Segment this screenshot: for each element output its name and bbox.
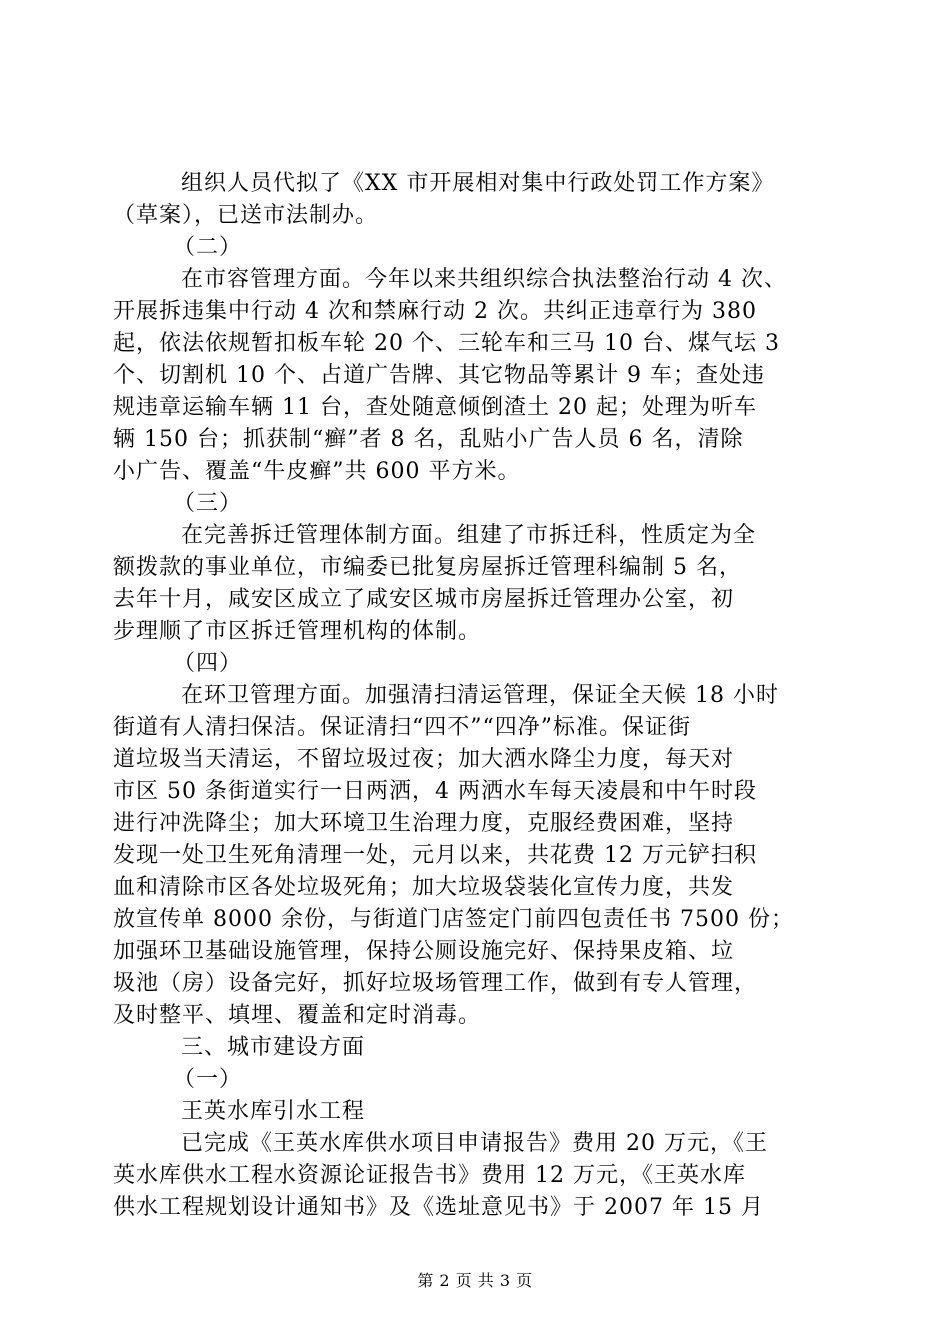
- text-line: （一）: [173, 1067, 243, 1092]
- text-line: 已完成《王英水库供水项目申请报告》费用 20 万元，《王: [181, 1131, 768, 1156]
- text-line: 英水库供水工程水资源论证报告书》费用 12 万元，《王英水库: [113, 1163, 746, 1188]
- text-line: 额拨款的事业单位，市编委已批复房屋拆迁管理科编制 5 名，: [113, 555, 742, 580]
- text-line: （草案），已送市法制办。: [113, 203, 379, 228]
- text-line: 圾池（房）设备完好，抓好垃圾场管理工作，做到有专人管理，: [113, 971, 758, 996]
- text-line: 血和清除市区各处垃圾死角；加大垃圾袋装化宣传力度，共发: [113, 875, 735, 900]
- text-line: 及时整平、填埋、覆盖和定时消毒。: [113, 1003, 482, 1028]
- text-line: 小广告、覆盖“牛皮癣”共 600 平方米。: [113, 459, 521, 484]
- text-line: （三）: [173, 491, 243, 516]
- text-line: （二）: [173, 235, 243, 260]
- text-line: 起，依法依规暂扣板车轮 20 个、三轮车和三马 10 台、煤气坛 3: [113, 331, 780, 356]
- text-line: 去年十月，咸安区成立了咸安区城市房屋拆迁管理办公室，初: [113, 587, 735, 612]
- text-line: 进行冲洗降尘；加大环境卫生治理力度，克服经费困难，坚持: [113, 811, 735, 836]
- text-line: 个、切割机 10 个、占道广告牌、其它物品等累计 9 车；查处违: [113, 363, 765, 388]
- text-line: 步理顺了市区拆迁管理机构的体制。: [113, 619, 482, 644]
- text-line: 在市容管理方面。今年以来共组织综合执法整治行动 4 次、: [181, 267, 787, 292]
- text-line: 发现一处卫生死角清理一处，元月以来，共花费 12 万元铲扫积: [113, 843, 757, 868]
- text-line: 加强环卫基础设施管理，保持公厕设施完好、保持果皮箱、垃: [113, 939, 735, 964]
- text-line: 在完善拆迁管理体制方面。组建了市拆迁科，性质定为全: [181, 523, 757, 548]
- text-line: 开展拆违集中行动 4 次和禁麻行动 2 次。共纠正违章行为 380: [113, 299, 757, 324]
- text-line: 放宣传单 8000 余份，与街道门店签定门前四包责任书 7500 份；: [113, 907, 794, 932]
- text-line: 三、城市建设方面: [181, 1035, 366, 1060]
- text-line: 王英水库引水工程: [181, 1099, 366, 1124]
- text-line: 街道有人清扫保洁。保证清扫“四不”“四净”标准。保证街: [113, 715, 691, 740]
- text-line: （四）: [173, 651, 243, 676]
- page-footer: 第 2 页 共 3 页: [417, 1271, 533, 1290]
- text-line: 规违章运输车辆 11 台，查处随意倾倒渣土 20 起；处理为听车: [113, 395, 757, 420]
- document-body: [113, 168, 833, 1224]
- text-line: 组织人员代拟了《XX 市开展相对集中行政处罚工作方案》: [181, 171, 775, 196]
- text-line: 供水工程规划设计通知书》及《选址意见书》于 2007 年 15 月: [113, 1195, 764, 1220]
- text-line: 道垃圾当天清运，不留垃圾过夜；加大洒水降尘力度，每天对: [113, 747, 735, 772]
- text-line: 在环卫管理方面。加强清扫清运管理，保证全天候 18 小时: [181, 683, 779, 708]
- text-line: 辆 150 台；抓获制“癣”者 8 名，乱贴小广告人员 6 名，清除: [113, 427, 744, 452]
- text-line: 市区 50 条街道实行一日两洒，4 两洒水车每天凌晨和中午时段: [113, 779, 757, 804]
